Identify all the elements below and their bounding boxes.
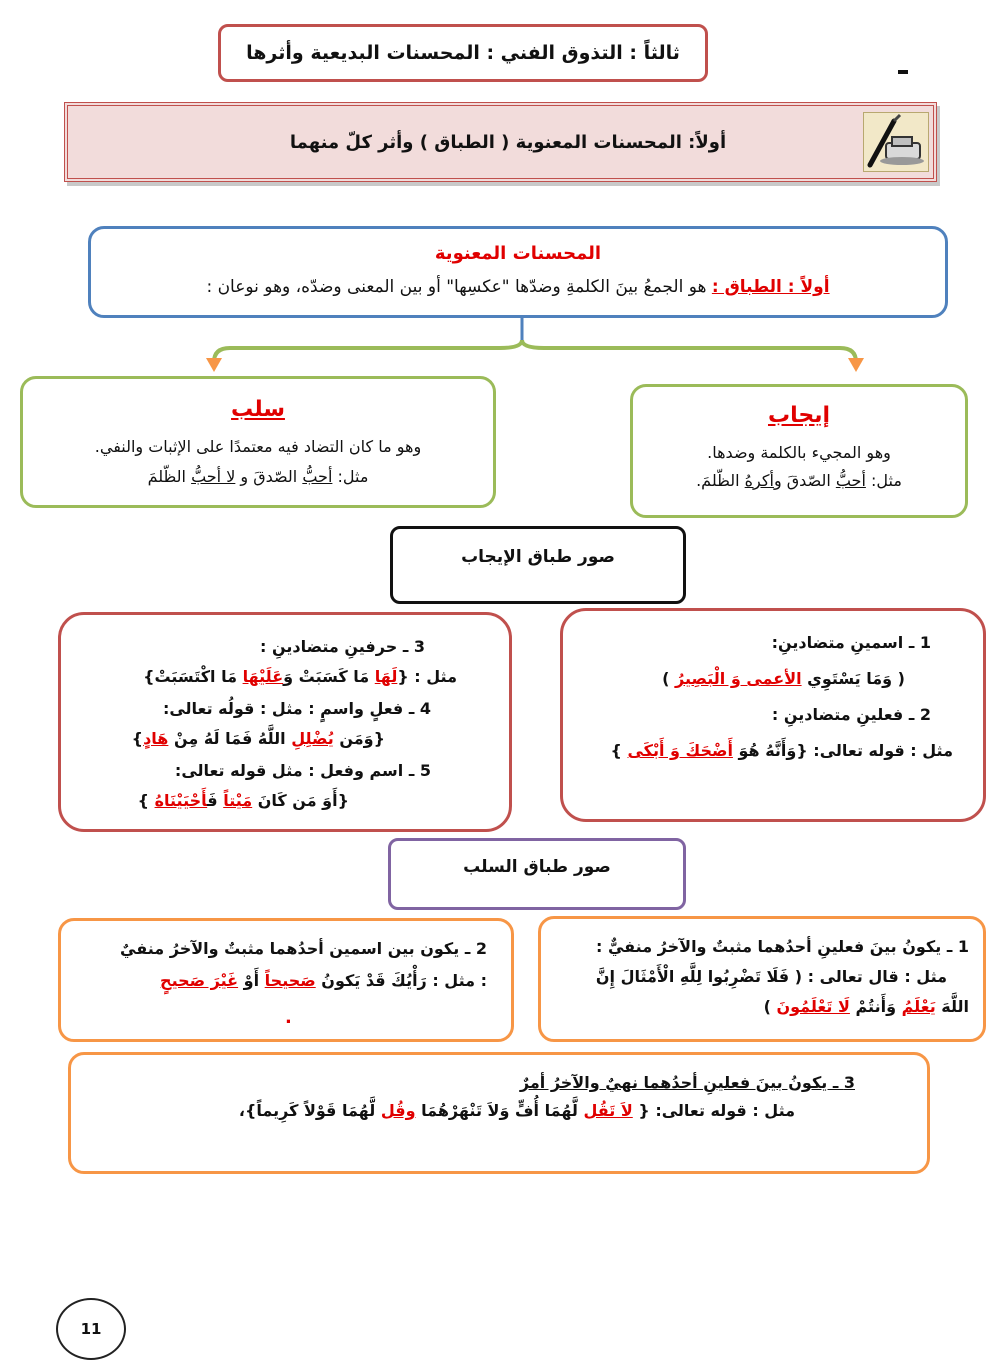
example-prefix: مثل : قوله تعالى: {وَأَنَّهُ هُوَ (732, 741, 953, 760)
ijab-form-4-title: 4 ـ فعلٍ واسمٍ : مثل : قولُه تعالى: (162, 699, 431, 718)
example-end: مَا اكْتَسَبَتْ} (143, 667, 243, 686)
ijab-word-2: أكرهُ (744, 471, 774, 490)
ijab-form-5-example (138, 791, 349, 810)
ijab-form-4-word-1: يُضْلِلِ (291, 729, 334, 748)
dash-mark (898, 70, 908, 74)
definition-text (91, 277, 945, 297)
ijab-form-5-title: 5 ـ اسم وفعل : مثل قوله تعالى: (174, 761, 431, 780)
example-part: اللَّهَ (935, 997, 969, 1016)
example-part: ) (763, 997, 777, 1016)
salb-form-3-example (239, 1101, 795, 1120)
salb-form-3-word-2: وقُل (380, 1101, 416, 1120)
salb-word-2: لا أحبُّ (191, 467, 236, 486)
example-mid: الصّدقَ و (235, 467, 303, 486)
salb-form-1-word-1: يَعْلَمُ (901, 997, 936, 1016)
ijab-example (633, 471, 965, 490)
ijab-word-1: أحبُّ (835, 471, 866, 490)
example-mid: الصّدقَ و (773, 471, 836, 490)
salb-form-2-example (160, 971, 487, 990)
salb-forms-header-text: صور طباق السلب (463, 857, 611, 877)
ijab-form-4-word-2: هَادٍ (143, 729, 169, 748)
example-mid: اللَّهُ فَمَا لَهُ مِنْ (168, 729, 292, 748)
salb-forms-header (388, 838, 686, 910)
ijab-form-2-words: أَضْحَكَ وَ أَبْكَى (627, 741, 733, 760)
salb-title: سلب (231, 397, 285, 422)
example-part: وَأَنتُمْ (849, 997, 902, 1016)
ijab-forms-header (390, 526, 686, 604)
example-open: ( وَمَا يَسْتَوِي (801, 669, 905, 688)
ijab-form-2-title: 2 ـ فعلينِ متضادينِ : (771, 705, 931, 724)
example-prefix: مثل : قوله تعالى: { (632, 1101, 795, 1120)
ijab-form-5-word-2: أَحْيَيْنَاهُ (154, 791, 208, 810)
salb-form-2-dot: . (285, 1007, 292, 1028)
ijab-form-4-example (132, 729, 385, 748)
example-open: {أَوَ مَن كَانَ (252, 791, 349, 810)
lesson-banner (64, 102, 937, 182)
ijab-form-5-word-1: مَيْتاً (223, 791, 253, 810)
salb-form-3-title: 3 ـ يكونُ بينَ فعلينِ أحدُهما نهيٌ والآخرُ أمرٌ (519, 1073, 855, 1092)
quill-pen-icon (863, 112, 929, 172)
ijab-description: وهو المجيء بالكلمة وضدها. (707, 443, 891, 462)
definition-label: أولاً : الطباق : (711, 277, 830, 297)
salb-form-1-title: 1 ـ يكونُ بينَ فعلينِ أحدُهما مثبتٌ والآخرُ منفيٌّ : (595, 937, 969, 956)
salb-form-3-box (68, 1052, 930, 1174)
example-open: {وَمَن (333, 729, 385, 748)
ijab-forms-right-box (560, 608, 986, 822)
example-mid: أَوْ (238, 971, 265, 990)
page-number (56, 1298, 126, 1360)
salb-form-1-example-line-2 (764, 997, 969, 1016)
ijab-form-1-words: الأعمى وَ الْبَصِيرُ (674, 669, 802, 688)
ijab-form-3-example (143, 667, 457, 686)
salb-form-1-box (538, 916, 986, 1042)
ijab-forms-header-text: صور طباق الإيجاب (461, 547, 615, 567)
example-close: ) (662, 669, 675, 688)
salb-form-3-word-1: لاَ تَقُل (583, 1101, 633, 1120)
ijab-form-1-example (662, 669, 905, 688)
example-prefix: مثل: (865, 471, 902, 490)
example-prefix: مثل: (332, 467, 369, 486)
definition-box (88, 226, 948, 318)
ijab-form-3-word-1: لَهَا (374, 667, 398, 686)
salb-form-2-title: 2 ـ يكون بين اسمين أحدُهما مثبتٌ والآخرُ منفيٌ (120, 939, 487, 958)
branch-connector (200, 318, 880, 378)
ijab-form-2-example (611, 741, 953, 760)
salb-form-1-example-line-1: مثل : قال تعالى : ( فَلَا تَضْرِبُوا لِلَّهِ الْأَمْثَالَ إِنَّ (595, 967, 947, 986)
example-close: } (610, 741, 628, 760)
example-end: الظّلمَ (147, 467, 192, 486)
definition-body: هو الجمعُ بينَ الكلمةِ وضدّها "عكسِها" أو بين المعنى وضدّه، وهو نوعان : (206, 277, 712, 297)
example-mid: لَّهُمَا أُفٍّ وَلاَ تَنْهَرْهُمَا (415, 1101, 584, 1120)
section-title (218, 24, 708, 82)
salb-form-2-word-1: صَحيحاً (264, 971, 316, 990)
example-mid: فَ (207, 791, 224, 810)
salb-form-2-word-2: غَيْرَ صَحيحٍ (160, 971, 239, 990)
salb-form-2-box (58, 918, 514, 1042)
ijab-title: إيجاب (767, 403, 831, 428)
salb-type-box (20, 376, 496, 508)
ijab-form-3-title: 3 ـ حرفينِ متضادينِ : (259, 637, 425, 656)
example-prefix: : مثل : رَأْيُكَ قَدْ يَكونُ (315, 971, 487, 990)
example-close: } (131, 729, 144, 748)
ijab-type-box (630, 384, 968, 518)
example-mid: مَا كَسَبَتْ وَ (283, 667, 375, 686)
section-title-text: ثالثاً : التذوق الفني : المحسنات البديعية وأثرها (246, 42, 680, 64)
example-close: } (137, 791, 155, 810)
example-prefix: مثل : { (397, 667, 457, 686)
salb-word-1: أحبُّ (302, 467, 333, 486)
ijab-form-1-title: 1 ـ اسمينِ متضادينِ: (771, 633, 931, 652)
ijab-forms-left-box (58, 612, 512, 832)
banner-text: أولاً: المحسنات المعنوية ( الطباق ) وأثر كلّ منهما (289, 131, 727, 153)
salb-description: وهو ما كان التضاد فيه معتمدًا على الإثبات والنفي. (94, 437, 422, 456)
salb-example (23, 467, 493, 486)
example-end: الظّلمَ. (696, 471, 745, 490)
ijab-form-3-word-2: عَلَيْهَا (242, 667, 284, 686)
salb-form-1-word-2: لَا تَعْلَمُونَ (776, 997, 850, 1016)
example-end: لَّهُمَا قَوْلاً كَرِيماً}، (238, 1101, 381, 1120)
page-number-text: 11 (80, 1320, 102, 1338)
definition-title: المحسنات المعنوية (434, 243, 602, 264)
